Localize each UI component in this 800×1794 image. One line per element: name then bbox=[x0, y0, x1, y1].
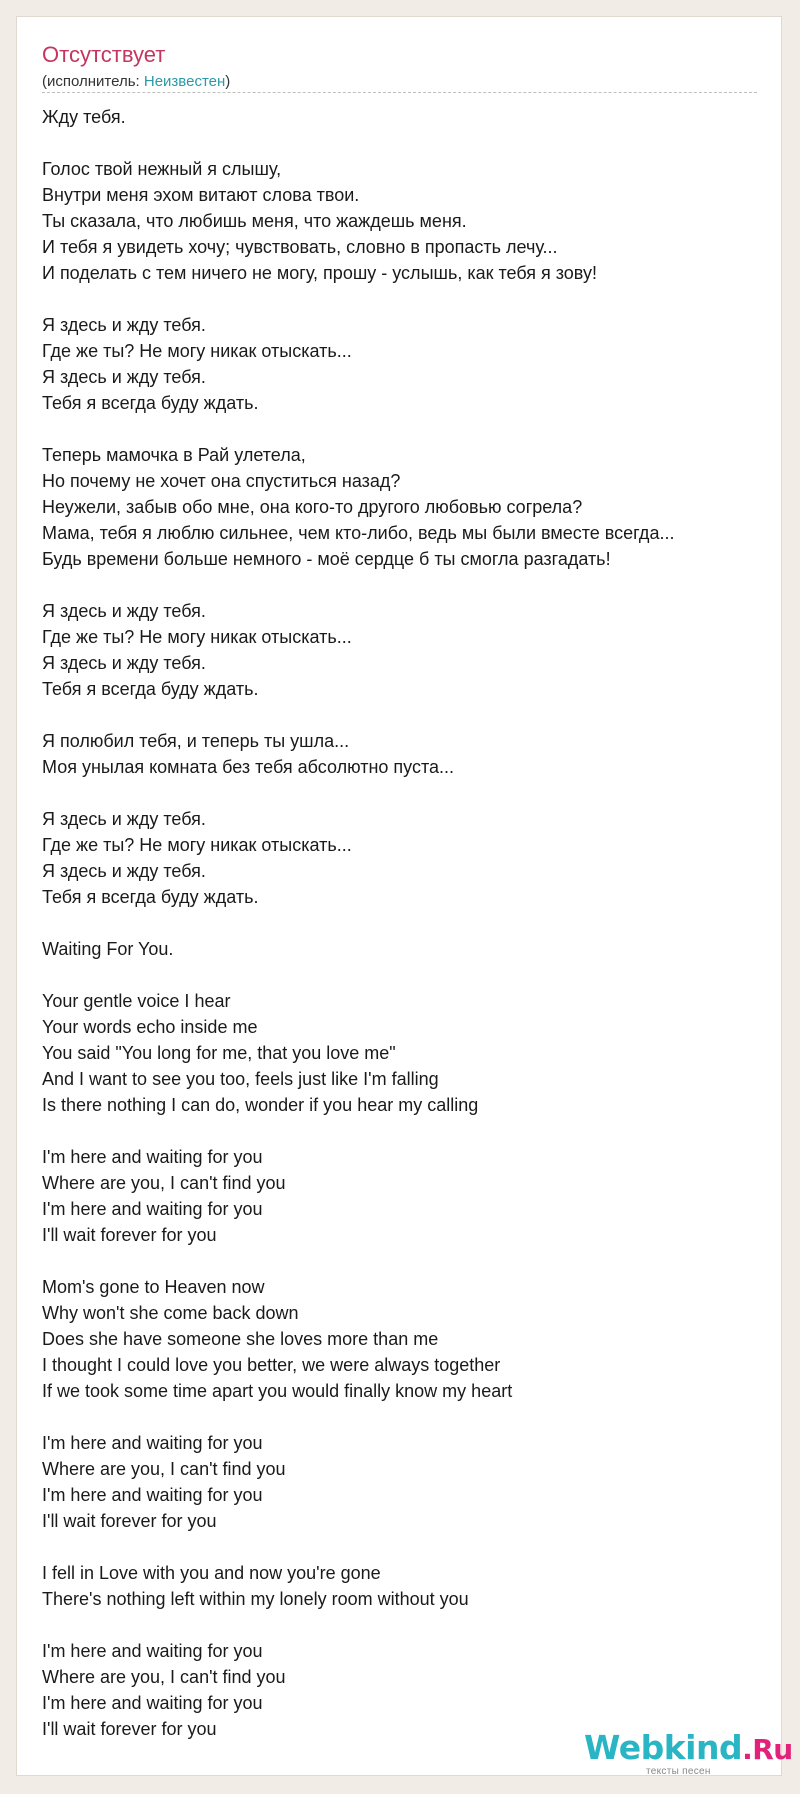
lyrics-stanza bbox=[42, 442, 762, 572]
lyric-line: Mom's gone to Heaven now bbox=[42, 1277, 265, 1297]
lyric-line: Жду тебя. bbox=[42, 107, 126, 127]
lyric-line: Я здесь и жду тебя. bbox=[42, 653, 206, 673]
lyric-line: Does she have someone she loves more than me bbox=[42, 1329, 439, 1349]
webkind-logo[interactable] bbox=[584, 1728, 793, 1778]
lyric-line: I'm here and waiting for you bbox=[42, 1693, 263, 1713]
logo-brand: Webkind bbox=[584, 1728, 743, 1767]
lyrics-stanza bbox=[42, 1144, 762, 1248]
lyrics-stanza bbox=[42, 156, 762, 286]
lyric-line: Waiting For You. bbox=[42, 939, 174, 959]
lyric-line: Моя унылая комната без тебя абсолютно пуста... bbox=[42, 757, 454, 777]
lyric-line: И поделать с тем ничего не могу, прошу - услышь, как тебя я зову! bbox=[42, 263, 597, 283]
lyrics-stanza bbox=[42, 988, 762, 1118]
lyrics-stanza bbox=[42, 1560, 762, 1612]
lyric-line: Будь времени больше немного - моё сердце б ты смогла разгадать! bbox=[42, 549, 611, 569]
lyric-line: Мама, тебя я люблю сильнее, чем кто-либо, ведь мы были вместе всегда... bbox=[42, 523, 675, 543]
artist-link[interactable]: Неизвестен bbox=[143, 73, 226, 90]
lyric-line: And I want to see you too, feels just like I'm falling bbox=[42, 1069, 439, 1089]
lyric-line: Я здесь и жду тебя. bbox=[42, 315, 206, 335]
lyric-line: Where are you, I can't find you bbox=[42, 1459, 286, 1479]
lyrics-stanza bbox=[42, 1430, 762, 1534]
lyric-line: Я здесь и жду тебя. bbox=[42, 809, 206, 829]
lyrics-stanza bbox=[42, 312, 762, 416]
lyric-line: Why won't she come back down bbox=[42, 1303, 299, 1323]
lyric-line: Неужели, забыв обо мне, она кого-то другого любовью согрела? bbox=[42, 497, 583, 517]
lyric-line: Is there nothing I can do, wonder if you hear my calling bbox=[42, 1095, 479, 1115]
lyric-line: Тебя я всегда буду ждать. bbox=[42, 887, 259, 907]
lyric-line: Где же ты? Не могу никак отыскать... bbox=[42, 627, 352, 647]
lyric-line: I'm here and waiting for you bbox=[42, 1199, 263, 1219]
lyric-line: I'm here and waiting for you bbox=[42, 1147, 263, 1167]
logo-tld: .Ru bbox=[742, 1733, 793, 1766]
lyric-line: If we took some time apart you would finally know my heart bbox=[42, 1381, 513, 1401]
lyric-line: Your gentle voice I hear bbox=[42, 991, 231, 1011]
lyric-line: Я здесь и жду тебя. bbox=[42, 367, 206, 387]
lyrics-stanza bbox=[42, 936, 762, 962]
artist-prefix: (исполнитель: bbox=[42, 73, 144, 90]
lyric-line: Your words echo inside me bbox=[42, 1017, 258, 1037]
lyric-line: I thought I could love you better, we were always together bbox=[42, 1355, 501, 1375]
lyric-line: I fell in Love with you and now you're gone bbox=[42, 1563, 381, 1583]
song-title: Отсутствует bbox=[42, 42, 166, 67]
lyrics-stanza bbox=[42, 1638, 762, 1742]
artist-suffix: ) bbox=[225, 73, 231, 90]
logo-tagline: тексты песен bbox=[646, 1766, 711, 1777]
logo-wordmark bbox=[584, 1728, 793, 1767]
lyric-line: Внутри меня эхом витают слова твои. bbox=[42, 185, 360, 205]
lyric-line: Я полюбил тебя, и теперь ты ушла... bbox=[42, 731, 350, 751]
lyric-line: I'll wait forever for you bbox=[42, 1719, 217, 1739]
lyric-line: Я здесь и жду тебя. bbox=[42, 861, 206, 881]
artist-line bbox=[42, 73, 230, 90]
lyric-line: Голос твой нежный я слышу, bbox=[42, 159, 282, 179]
lyric-line: Я здесь и жду тебя. bbox=[42, 601, 206, 621]
lyrics-stanza bbox=[42, 728, 762, 780]
lyrics-stanza bbox=[42, 1274, 762, 1404]
lyrics-stanza bbox=[42, 104, 762, 130]
title-divider bbox=[42, 92, 757, 93]
lyric-line: I'll wait forever for you bbox=[42, 1511, 217, 1531]
lyric-line: Но почему не хочет она спуститься назад? bbox=[42, 471, 401, 491]
lyric-line: Где же ты? Не могу никак отыскать... bbox=[42, 341, 352, 361]
lyric-line: I'm here and waiting for you bbox=[42, 1485, 263, 1505]
lyric-line: There's nothing left within my lonely room without you bbox=[42, 1589, 469, 1609]
lyric-line: I'm here and waiting for you bbox=[42, 1433, 263, 1453]
lyrics-body bbox=[42, 104, 762, 1768]
lyric-line: Тебя я всегда буду ждать. bbox=[42, 679, 259, 699]
lyrics-stanza bbox=[42, 806, 762, 910]
lyric-line: Where are you, I can't find you bbox=[42, 1667, 286, 1687]
lyric-line: Ты сказала, что любишь меня, что жаждешь меня. bbox=[42, 211, 467, 231]
lyrics-stanza bbox=[42, 598, 762, 702]
lyric-line: You said "You long for me, that you love me" bbox=[42, 1043, 396, 1063]
lyric-line: И тебя я увидеть хочу; чувствовать, словно в пропасть лечу... bbox=[42, 237, 558, 257]
lyric-line: I'm here and waiting for you bbox=[42, 1641, 263, 1661]
lyric-line: Тебя я всегда буду ждать. bbox=[42, 393, 259, 413]
lyric-line: Where are you, I can't find you bbox=[42, 1173, 286, 1193]
lyric-line: I'll wait forever for you bbox=[42, 1225, 217, 1245]
lyric-line: Где же ты? Не могу никак отыскать... bbox=[42, 835, 352, 855]
lyric-line: Теперь мамочка в Рай улетела, bbox=[42, 445, 306, 465]
